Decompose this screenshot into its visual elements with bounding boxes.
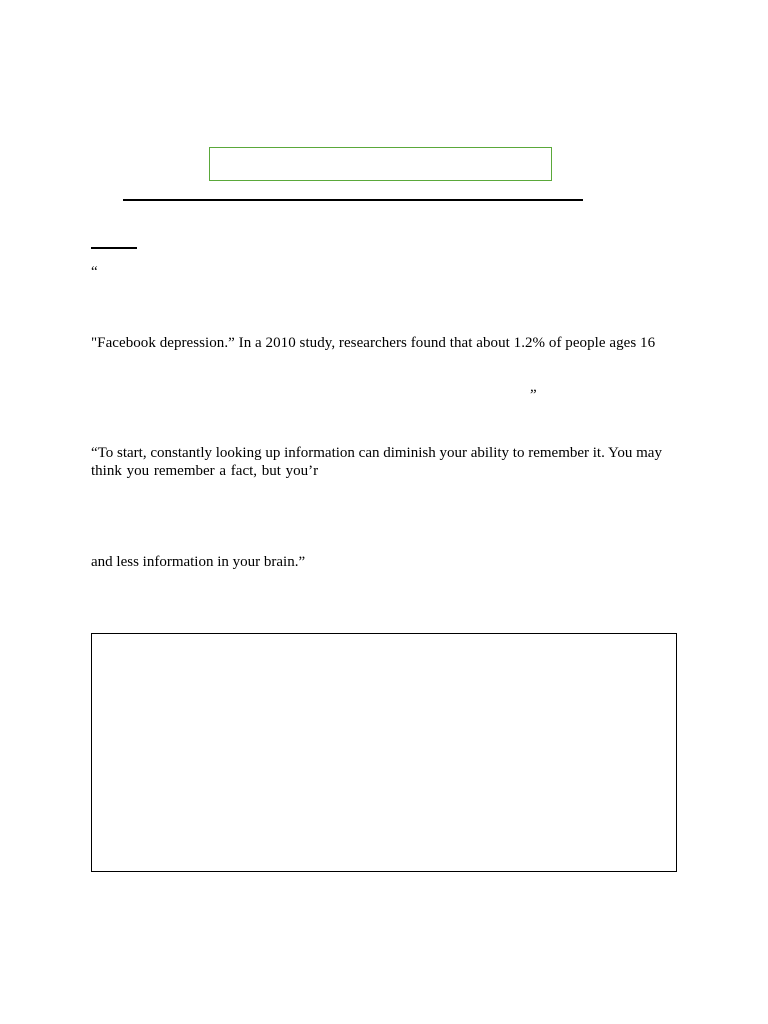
paragraph-1-line: "Facebook depression.” In a 2010 study, researchers found that about 1.2% of people ages 16: [91, 335, 656, 351]
title-box: [209, 147, 552, 181]
horizontal-rule: [123, 199, 583, 201]
paragraph-2-line-1: “To start, constantly looking up information can diminish your ability to remember it. You may: [91, 445, 662, 461]
close-quote: ”: [530, 387, 537, 403]
section-underline: [91, 247, 137, 249]
open-quote: “: [91, 264, 98, 280]
paragraph-2-line-2: think you remember a fact, but you’r: [91, 463, 319, 479]
blank-box: [91, 633, 677, 872]
paragraph-2-line-3: and less information in your brain.”: [91, 554, 306, 570]
